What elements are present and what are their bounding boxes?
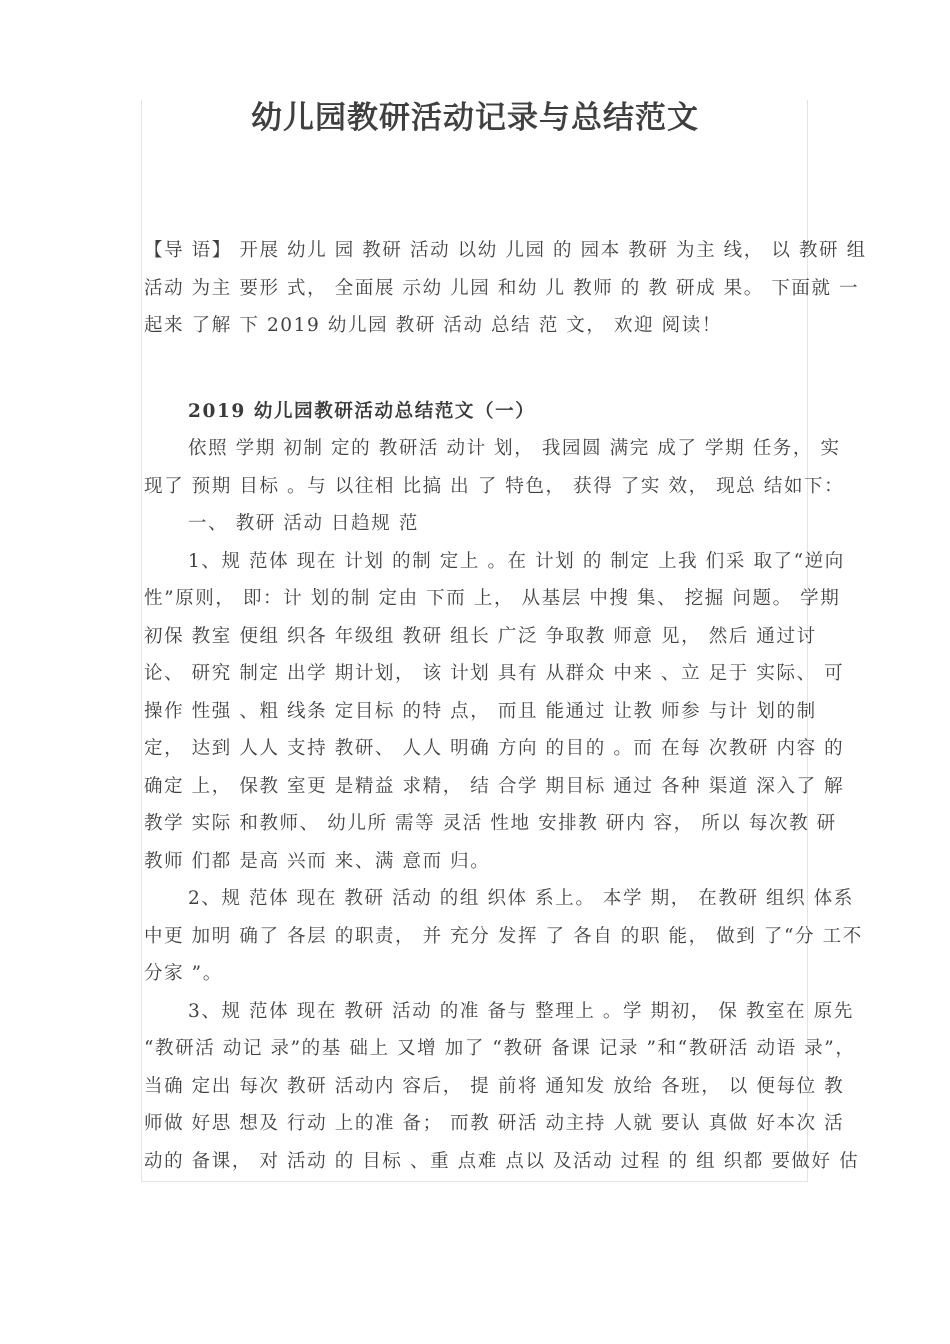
paragraph-line: 师做 好思 想及 行动 上的准 备； 而教 研活 动主持 人就 要认 真做 好本次 活 <box>144 1113 845 1134</box>
paragraph-line: 初保 教室 便组 织各 年级组 教研 组长 广泛 争取教 师意 见， 然后 通过讨 <box>144 625 817 647</box>
intro-paragraph <box>144 232 867 345</box>
paragraph-point-1 <box>144 543 845 881</box>
paragraph-line: 教学 实际 和教师、 幼儿所 需等 灵活 性地 安排教 研内 容， 所以 每次教 研 <box>144 813 837 834</box>
paragraph-line: 教师 们都 是高 兴而 来、满 意而 归。 <box>144 850 491 872</box>
paragraph-line: 确定 上， 保教 室更 是精益 求精， 结 合学 期目标 通过 各种 渠道 深入了 解 <box>144 775 845 797</box>
paragraph-line: 论、 研究 制定 出学 期计划， 该 计划 具有 从群众 中来 、立 足于 实际、 可 <box>144 663 845 684</box>
paragraph-line: 定， 达到 人人 支持 教研、 人人 明确 方向 的目的 。而 在每 次教研 内容 的 <box>144 738 845 759</box>
paragraph-line: 现了 预期 目标 。与 以往相 比搞 出 了 特色， 获得 了实 效， 现总 结如下： <box>144 475 845 497</box>
paragraph-point-3 <box>144 993 860 1181</box>
paragraph-plan <box>144 430 845 505</box>
paragraph-line: 操作 性强 、粗 线条 定目标 的特 点， 而且 能通过 让教 师参 与计 划的制 <box>144 700 817 722</box>
paragraph-line: 动的 备课， 对 活动 的 目标 、重 点难 点以 及活动 过程 的 组 织都 要做好 估 <box>144 1150 860 1172</box>
paragraph-line: “教研活 动记 录”的基 础上 又增 加了 “教研 备课 记录 ”和“教研活 动语 录”， <box>144 1038 856 1059</box>
point-heading <box>144 505 792 543</box>
intro-line: 起来 了解 下 2019 幼儿园 教研 活动 总结 范 文， 欢迎 阅读！ <box>144 315 722 336</box>
paragraph-line: 分家 ”。 <box>144 963 223 984</box>
paragraph-line: 3、规 范体 现在 教研 活动 的准 备与 整理上 。学 期初， 保 教室在 原先 <box>188 1000 854 1022</box>
paragraph-line: 当确 定出 每次 教研 活动内 容后， 提 前将 通知发 放给 各班， 以 便每位 教 <box>144 1075 845 1097</box>
paragraph-point-2 <box>144 880 863 993</box>
paragraph-line: 依照 学期 初制 定的 教研活 动计 划， 我园圆 满完 成了 学期 任务， 实 <box>188 438 841 459</box>
paragraph-line: 2、规 范体 现在 教研 活动 的组 织体 系上。 本学 期， 在教研 组织 体系 <box>188 888 854 909</box>
intro-line: 活动 为主 要形 式， 全面展 示幼 儿园 和幼 儿 教师 的 教 研成 果。 下面就 一 <box>144 277 860 299</box>
point-title: 一、 教研 活动 日趋规 范 <box>188 513 419 534</box>
document-body <box>144 232 867 1180</box>
paragraph-line: 性”原则， 即：计 划的制 定由 下而 上， 从基层 中搜 集、 挖掘 问题。 学期 <box>144 588 841 609</box>
paragraph-line: 中更 加明 确了 各层 的职责， 并 充分 发挥 了 各自 的职 能， 做到 了“分 工不 <box>144 925 863 947</box>
intro-line: 【导 语】 开展 幼儿 园 教研 活动 以幼 儿园 的 园本 教研 为主 线， 以 教研 组 <box>144 240 867 261</box>
paragraph-line: 1、规 范体 现在 计划 的制 定上 。在 计划 的 制定 上我 们采 取了“逆向 <box>188 550 845 572</box>
section-heading: 2019 幼儿园教研活动总结范文（一） <box>188 400 536 422</box>
document-title: 幼儿园教研活动记录与总结范文 <box>251 100 699 136</box>
